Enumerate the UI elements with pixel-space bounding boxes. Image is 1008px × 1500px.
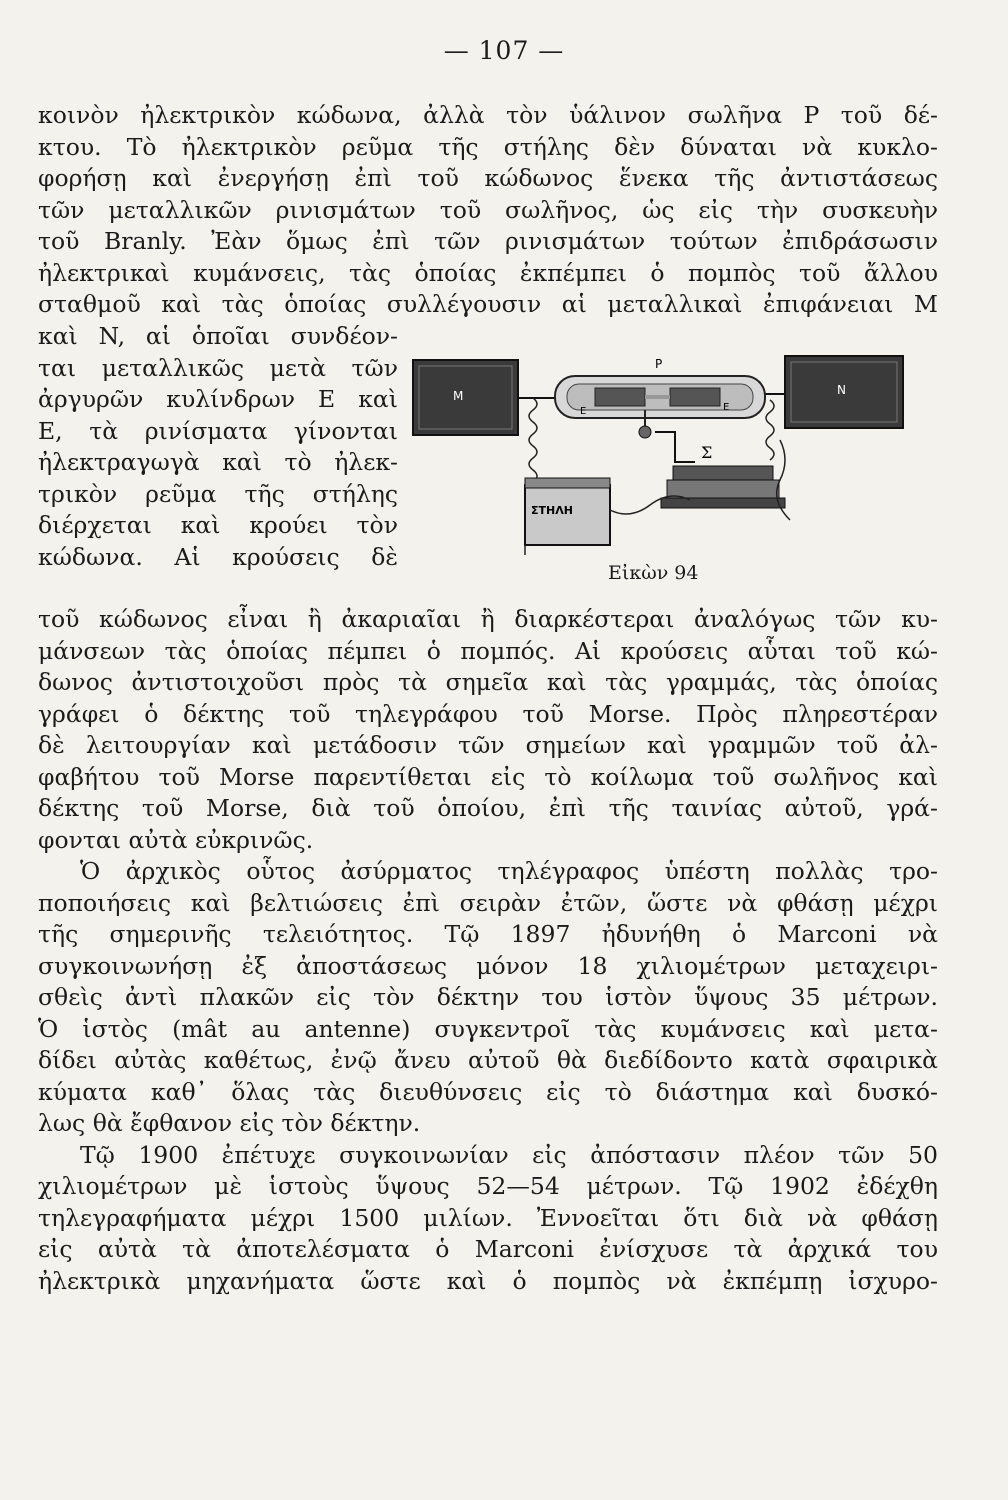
text-line: ἠλεκτρικαὶ κυμάνσεις, τὰς ὁποίας ἐκπέμπει ὁ πομπὸς τοῦ ἄλλου — [38, 258, 938, 287]
text-line: κτου. Τὸ ἠλεκτρικὸν ρεῦμα τῆς στήλης δὲν δύναται νὰ κυκλο- — [38, 132, 938, 161]
plate-m — [413, 360, 518, 435]
text-line: κοινὸν ἠλεκτρικὸν κώδωνα, ἀλλὰ τὸν ὑάλινον σωλῆνα P τοῦ δέ- — [38, 101, 938, 129]
text-line: φορήσῃ καὶ ἐνεργήσῃ ἐπὶ τοῦ κώδωνος ἕνεκα τῆς ἀντιστάσεως — [38, 164, 938, 192]
text-line: τηλεγραφήματα μέχρι 1500 μιλίων. Ἐννοεῖται ὅτι διὰ νὰ φθάσῃ — [38, 1203, 938, 1232]
text-line: Τῷ 1900 ἐπέτυχε συγκοινωνίαν εἰς ἀπόστασιν πλέον τῶν 50 — [80, 1140, 938, 1169]
label-m: M — [453, 389, 464, 403]
paragraph-1 — [38, 100, 938, 321]
text-line: δίδει αὐτὰς καθέτως, ἐνῷ ἄνευ αὐτοῦ θὰ διεδίδοντο κατὰ σφαιρικὰ — [38, 1046, 938, 1074]
text-line: λως θὰ ἔφθανον εἰς τὸν δέκτην. — [38, 1109, 421, 1137]
text-line: τοῦ κώδωνος εἶναι ἢ ἀκαριαῖαι ἢ διαρκέστεραι ἀναλόγως τῶν κυ- — [38, 605, 938, 633]
text-line: τῶν μεταλλικῶν ρινισμάτων τοῦ σωλῆνος, ὡς εἰς τὴν συσκευὴν — [38, 195, 938, 224]
text-line: σθεὶς ἀντὶ πλακῶν εἰς τὸν δέκτην του ἱστὸν ὕψους 35 μέτρων. — [38, 983, 938, 1011]
text-line: εἰς αὐτὰ τὰ ἀποτελέσματα ὁ Marconi ἐνίσχυσε τὰ ἀρχικά του — [38, 1235, 938, 1263]
text-line: E, τὰ ρινίσματα γίνονται — [38, 416, 398, 445]
text-line: ποποιήσεις καὶ βελτιώσεις ἐπὶ σειρὰν ἐτῶν, ὥστε νὰ φθάσῃ μέχρι — [38, 888, 938, 917]
text-line: γράφει ὁ δέκτης τοῦ τηλεγράφου τοῦ Morse. Πρὸς πληρεστέραν — [38, 699, 938, 728]
text-line: διέρχεται καὶ κρούει τὸν — [38, 511, 398, 539]
label-e-right: E — [723, 402, 730, 413]
paragraph-1-beside-figure — [38, 321, 398, 573]
label-p: P — [655, 357, 663, 371]
page-number: — 107 — — [443, 36, 565, 65]
text-line: καὶ N, αἱ ὁποῖαι συνδέον- — [38, 322, 398, 350]
label-n: N — [837, 383, 846, 397]
text-line: δωνος ἀντιστοιχοῦσι πρὸς τὰ σημεῖα καὶ τὰς γραμμάς, τὰς ὁποίας — [38, 668, 938, 696]
text-line: φονται αὐτὰ εὐκρινῶς. — [38, 825, 314, 854]
text-line: φαβήτου τοῦ Morse παρεντίθεται εἰς τὸ κοίλωμα τοῦ σωλῆνος καὶ — [38, 762, 938, 791]
text-line: Ὁ ἀρχικὸς οὗτος ἀσύρματος τηλέγραφος ὑπέστη πολλὰς τρο- — [80, 857, 938, 885]
label-e-left: E — [580, 406, 587, 417]
label-sigma: Σ — [701, 443, 713, 462]
text-line: συγκοινωνήσῃ ἐξ ἀποστάσεως μόνον 18 χιλιομέτρων μεταχειρι- — [38, 951, 938, 980]
figure-caption: Εἰκὼν 94 — [608, 562, 699, 584]
text-line: κώδωνα. Αἱ κρούσεις δὲ — [38, 542, 398, 571]
label-battery: ΣΤΗΛΗ — [531, 504, 573, 517]
text-line: ἠλεκτρικὰ μηχανήματα ὥστε καὶ ὁ πομπὸς νὰ ἐκπέμπῃ ἰσχυρο- — [38, 1266, 938, 1295]
text-line: ἠλεκτραγωγὰ καὶ τὸ ἠλεκ- — [38, 448, 398, 476]
text-line: σταθμοῦ καὶ τὰς ὁποίας συλλέγουσιν αἱ μεταλλικαὶ ἐπιφάνειαι M — [38, 290, 938, 318]
text-line: μάνσεων τὰς ὁποίας πέμπει ὁ πομπός. Αἱ κρούσεις αὗται τοῦ κώ- — [38, 636, 938, 665]
text-line: δέκτης τοῦ Morse, διὰ τοῦ ὁποίου, ἐπὶ τῆς ταινίας αὐτοῦ, γρά- — [38, 794, 938, 822]
text-line: δὲ λειτουργίαν καὶ μετάδοσιν τῶν σημείων καὶ γραμμῶν τοῦ ἀλ- — [38, 731, 938, 759]
main-text — [38, 604, 938, 1297]
text-line: χιλιομέτρων μὲ ἱστοὺς ὕψους 52—54 μέτρων. Τῷ 1902 ἐδέχθη — [38, 1172, 938, 1200]
text-line: ἀργυρῶν κυλίνδρων E καὶ — [38, 385, 398, 413]
text-line: τῆς σημερινῆς τελειότητος. Τῷ 1897 ἠδυνήθη ὁ Marconi νὰ — [38, 920, 938, 948]
text-line: κύματα καθ᾿ ὅλας τὰς διευθύνσεις εἰς τὸ διάστημα καὶ δυσκό- — [38, 1077, 938, 1106]
text-line: Ὁ ἱστὸς (mât au antenne) συγκεντροῖ τὰς κυμάνσεις καὶ μετα- — [38, 1014, 938, 1043]
text-line: ται μεταλλικῶς μετὰ τῶν — [38, 353, 398, 382]
text-line: τρικὸν ρεῦμα τῆς στήλης — [38, 479, 398, 508]
text-line: τοῦ Branly. Ἐὰν ὅμως ἐπὶ τῶν ρινισμάτων τούτων ἐπιδράσωσιν — [38, 227, 938, 255]
